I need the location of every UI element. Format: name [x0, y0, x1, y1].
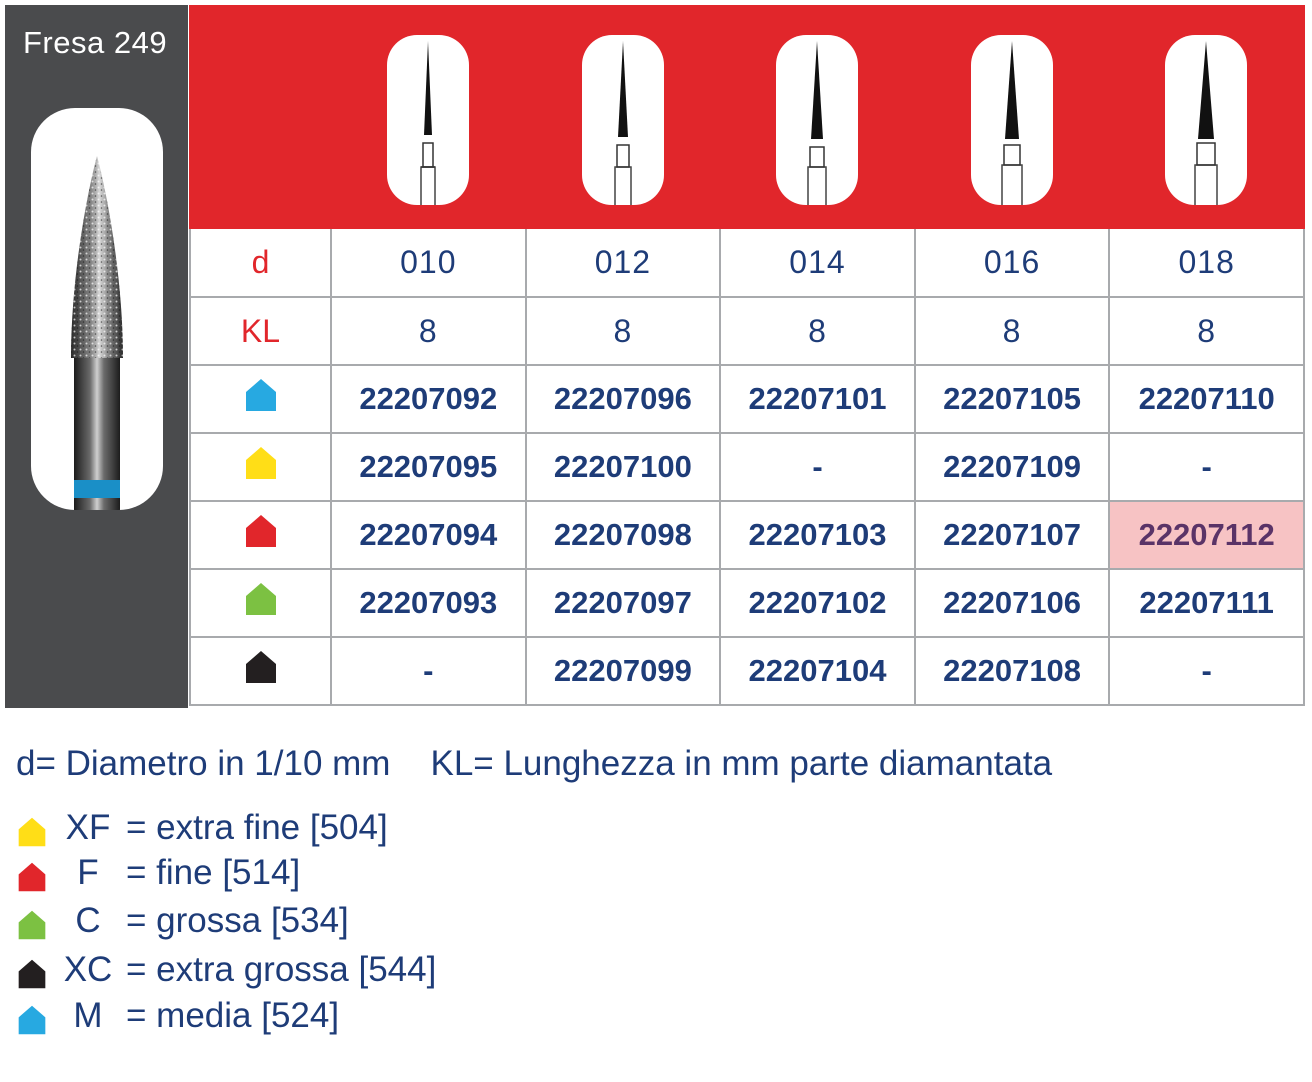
tip-image-016: [971, 35, 1053, 205]
grit-icon-cell: [190, 365, 331, 433]
kl-cell: 8: [720, 297, 915, 365]
legend-code: M: [73, 996, 103, 1035]
kl-definition: KL= Lunghezza in mm parte diamantata: [430, 744, 1053, 783]
product-title: Fresa 249: [23, 25, 168, 60]
header-d: d: [190, 229, 331, 297]
article-code: 22207108: [915, 637, 1110, 705]
article-code: 22207098: [526, 501, 721, 569]
product-table: [189, 229, 1305, 706]
legend-desc: = media [524]: [126, 996, 340, 1035]
black-house-icon: [16, 958, 48, 990]
kl-row: [190, 297, 1304, 365]
article-code: 22207101: [720, 365, 915, 433]
legend-desc: = fine [514]: [126, 853, 301, 892]
diameter-cell: 018: [1109, 229, 1304, 297]
grit-icon-cell: [190, 501, 331, 569]
highlighted-article-code: 22207112: [1109, 501, 1304, 569]
article-code: 22207096: [526, 365, 721, 433]
blue-house-icon: [243, 377, 279, 413]
legend-desc: = grossa [534]: [126, 901, 349, 940]
article-code: 22207105: [915, 365, 1110, 433]
bur-tip-icon: [776, 35, 858, 205]
bur-tip-icon: [971, 35, 1053, 205]
article-code: 22207093: [331, 569, 526, 637]
bur-tip-icon: [582, 35, 664, 205]
legend-item-c: [0, 901, 600, 947]
tip-image-014: [776, 35, 858, 205]
green-house-icon: [243, 581, 279, 617]
kl-cell: 8: [1109, 297, 1304, 365]
d-definition: d= Diametro in 1/10 mm: [16, 744, 391, 783]
legend-item-xf: [0, 808, 600, 854]
article-code: 22207095: [331, 433, 526, 501]
legend-code: C: [75, 901, 101, 940]
grit-row-c: [190, 569, 1304, 637]
bur-photo: [31, 108, 163, 510]
article-code: 22207100: [526, 433, 721, 501]
bur-tip-icon: [1165, 35, 1247, 205]
article-code: 22207104: [720, 637, 915, 705]
article-code: -: [1109, 433, 1304, 501]
article-code: 22207103: [720, 501, 915, 569]
tip-image-018: [1165, 35, 1247, 205]
grit-row-xf: [190, 433, 1304, 501]
bur-tip-icon: [387, 35, 469, 205]
diameter-row: [190, 229, 1304, 297]
blue-house-icon: [16, 1004, 48, 1036]
article-code: -: [1109, 637, 1304, 705]
article-code: -: [720, 433, 915, 501]
article-code: 22207102: [720, 569, 915, 637]
legend-code: F: [77, 853, 99, 892]
definitions-line: [16, 744, 1052, 784]
legend-desc: = extra grossa [544]: [126, 950, 437, 989]
red-house-icon: [16, 861, 48, 893]
product-panel: [5, 5, 188, 708]
header-band: [189, 5, 1305, 229]
grit-icon-cell: [190, 637, 331, 705]
kl-cell: 8: [526, 297, 721, 365]
article-code: 22207092: [331, 365, 526, 433]
legend-code: XC: [63, 950, 113, 989]
kl-cell: 8: [331, 297, 526, 365]
tip-image-010: [387, 35, 469, 205]
article-code: 22207110: [1109, 365, 1304, 433]
red-house-icon: [243, 513, 279, 549]
article-code: 22207094: [331, 501, 526, 569]
legend-item-xc: [0, 950, 600, 996]
yellow-house-icon: [16, 816, 48, 848]
tip-image-012: [582, 35, 664, 205]
green-house-icon: [16, 909, 48, 941]
legend-item-m: [0, 996, 600, 1042]
article-code: -: [331, 637, 526, 705]
article-code: 22207106: [915, 569, 1110, 637]
grit-row-f: [190, 501, 1304, 569]
article-code: 22207107: [915, 501, 1110, 569]
grit-row-xc: [190, 637, 1304, 705]
yellow-house-icon: [243, 445, 279, 481]
article-code: 22207109: [915, 433, 1110, 501]
diameter-cell: 016: [915, 229, 1110, 297]
diameter-cell: 012: [526, 229, 721, 297]
article-code: 22207097: [526, 569, 721, 637]
diameter-cell: 010: [331, 229, 526, 297]
kl-cell: 8: [915, 297, 1110, 365]
header-kl: KL: [190, 297, 331, 365]
black-house-icon: [243, 649, 279, 685]
diameter-cell: 014: [720, 229, 915, 297]
grit-icon-cell: [190, 433, 331, 501]
legend-code: XF: [65, 808, 111, 847]
diamond-bur-image: [31, 108, 163, 510]
article-code: 22207111: [1109, 569, 1304, 637]
article-code: 22207099: [526, 637, 721, 705]
grit-icon-cell: [190, 569, 331, 637]
legend-desc: = extra fine [504]: [126, 808, 388, 847]
grit-row-m: [190, 365, 1304, 433]
legend-item-f: [0, 853, 600, 899]
